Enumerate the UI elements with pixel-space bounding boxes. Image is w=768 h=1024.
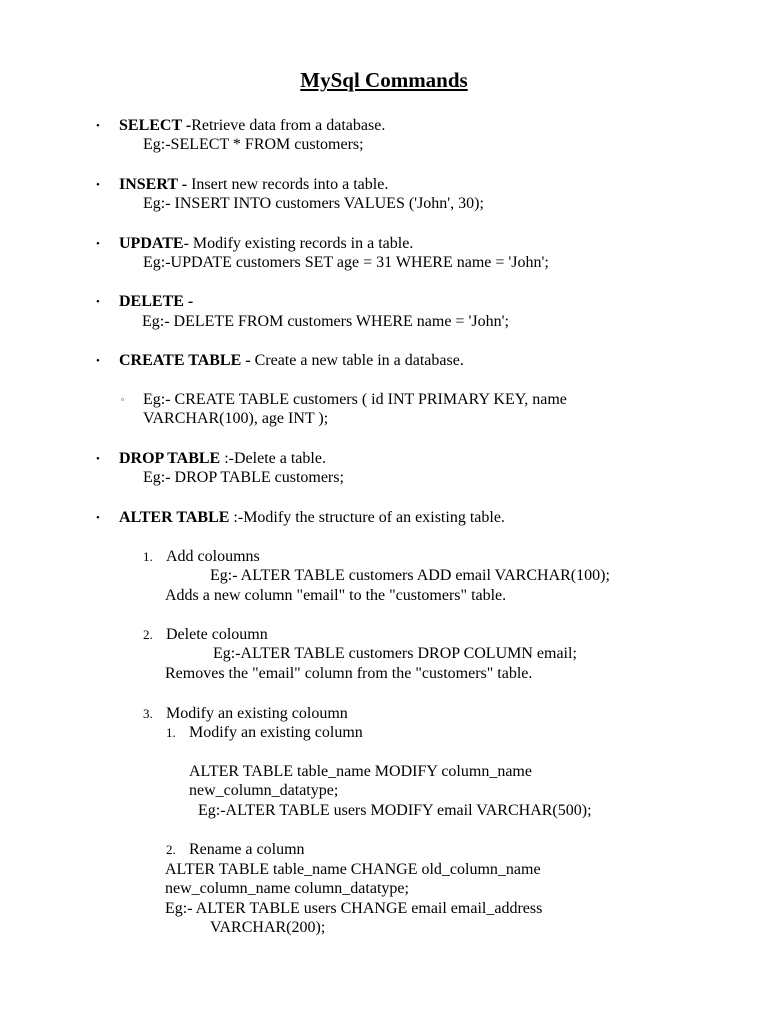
bullet: •: [96, 179, 100, 191]
command-description: Create a new table in a database.: [250, 352, 464, 369]
bullet: •: [96, 453, 100, 465]
command-separator: -: [241, 352, 251, 369]
modify-sub1-syntax-line2: new_column_datatype;: [189, 782, 339, 799]
create-example-line2: VARCHAR(100), age INT );: [143, 410, 329, 427]
command-description: Modify the structure of an existing table.: [243, 509, 505, 526]
sub-bullet: ▫: [121, 395, 124, 404]
modify-sub1-syntax-line1: ALTER TABLE table_name MODIFY column_name: [189, 763, 532, 780]
command-name: UPDATE: [119, 235, 184, 252]
command-name: INSERT: [119, 176, 178, 193]
create-example-line1: Eg:- CREATE TABLE customers ( id INT PRIMARY KEY, name: [143, 391, 567, 408]
command-description: Insert new records into a table.: [187, 176, 389, 193]
command-description: Retrieve data from a database.: [191, 117, 386, 134]
command-name: CREATE TABLE: [119, 352, 242, 369]
command-separator: :-: [220, 450, 234, 467]
command-name: SELECT: [119, 117, 182, 134]
insert-example: Eg:- INSERT INTO customers VALUES ('John', 30);: [143, 195, 484, 212]
update-example: Eg:-UPDATE customers SET age = 31 WHERE name = 'John';: [143, 254, 549, 271]
add-column-note: Adds a new column "email" to the "customers" table.: [165, 587, 507, 604]
command-separator: -: [183, 293, 194, 310]
delete-heading: [119, 292, 193, 312]
bullet: •: [96, 238, 100, 250]
modify-sub1-example: Eg:-ALTER TABLE users MODIFY email VARCHAR(500);: [198, 802, 592, 819]
create-heading: [119, 351, 464, 371]
modify-column-label: Modify an existing coloumn: [166, 705, 348, 722]
select-heading: [119, 116, 385, 136]
bullet: •: [96, 355, 100, 367]
command-separator: -: [177, 176, 188, 193]
page-title: MySql Commands: [300, 68, 468, 92]
bullet: •: [96, 512, 100, 524]
delete-column-example: Eg:-ALTER TABLE customers DROP COLUMN email;: [213, 645, 577, 662]
step-number: 3.: [143, 706, 153, 721]
alter-heading: [119, 508, 505, 528]
delete-column-label: Delete coloumn: [166, 626, 268, 643]
rename-syntax-line2: new_column_name column_datatype;: [165, 880, 409, 897]
command-separator: :-: [229, 509, 244, 526]
step-number: 1.: [143, 549, 153, 564]
delete-example: Eg:- DELETE FROM customers WHERE name = 'John';: [142, 313, 509, 330]
command-name: DROP TABLE: [119, 450, 221, 467]
add-column-example: Eg:- ALTER TABLE customers ADD email VARCHAR(100);: [210, 567, 610, 584]
drop-heading: [119, 449, 326, 469]
sub-step-number: 1.: [166, 725, 176, 740]
select-example: Eg:-SELECT * FROM customers;: [143, 136, 364, 153]
command-separator: -: [183, 235, 189, 252]
command-separator: -: [181, 117, 192, 134]
rename-column-label: Rename a column: [189, 841, 305, 858]
drop-example: Eg:- DROP TABLE customers;: [143, 469, 344, 486]
bullet: •: [96, 296, 100, 308]
command-name: ALTER TABLE: [119, 509, 230, 526]
step-number: 2.: [143, 627, 153, 642]
add-column-label: Add coloumns: [166, 548, 260, 565]
insert-heading: [119, 175, 388, 195]
rename-example-line1: Eg:- ALTER TABLE users CHANGE email email_address: [165, 900, 543, 917]
command-name: DELETE: [119, 293, 184, 310]
modify-sub1-label: Modify an existing column: [189, 724, 363, 741]
delete-column-note: Removes the "email" column from the "customers" table.: [165, 665, 533, 682]
command-description: Delete a table.: [234, 450, 326, 467]
rename-example-line2: VARCHAR(200);: [210, 919, 326, 936]
command-description: Modify existing records in a table.: [188, 235, 414, 252]
bullet: •: [96, 120, 100, 132]
update-heading: [119, 234, 413, 254]
rename-syntax-line1: ALTER TABLE table_name CHANGE old_column_name: [165, 861, 541, 878]
sub-step-number: 2.: [166, 842, 176, 857]
